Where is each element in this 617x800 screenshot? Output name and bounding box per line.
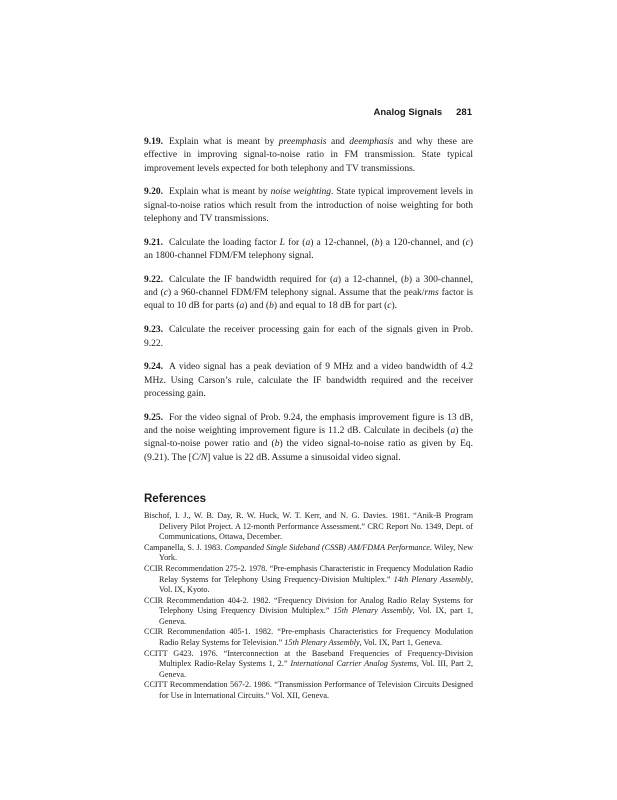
italic-text: L [279, 237, 285, 248]
text-run: ) a 300-channel, and ( [144, 274, 473, 299]
section-title: Analog Signals [373, 107, 443, 118]
text-run: CCIR Recommendation 404-2. 1982. “Frequency Division for Analog Radio Relay Systems for Telephony Using Frequency Division Multiplex.” [144, 595, 473, 616]
problem-list [144, 136, 473, 465]
text-run: and why these are effective in improving signal-to-noise ratio in FM transmission. State typical improvement levels expected for both telephony and TV transmissions. [144, 137, 473, 174]
reference-entry [144, 596, 473, 628]
italic-text: c [387, 301, 392, 312]
problem-number: 9.23. [144, 325, 163, 336]
text-run: . Wiley, New York. [159, 542, 473, 563]
text-run: ) a 12-channel, ( [337, 274, 405, 285]
text-run: ). [391, 301, 398, 312]
text-run: Bischof, I. J., W. B. Day, R. W. Huck, W. T. Kerr, and N. G. Davies. 1981. “Anik-B Program Delivery Pilot Project. A 12-month Performance Assessment.” CRC Report No. 1349, Dept. of Communications, Ottawa, December. [144, 510, 473, 542]
page-content [144, 136, 473, 702]
problem-item [144, 136, 473, 176]
problem-item [144, 412, 473, 465]
text-run: factor is equal to 10 dB for parts ( [144, 288, 473, 312]
text-run: and [326, 137, 350, 147]
italic-text: c [163, 288, 168, 299]
italic-text: Companded Single Sideband (CSSB) AM/FDMA Performance [224, 542, 430, 552]
text-run: ) a 120-channel, and ( [379, 237, 466, 248]
problem-item [144, 324, 473, 351]
references-heading: References [144, 492, 207, 505]
italic-text: 15th Plenary Assembly [333, 606, 413, 616]
text-run: ) an 1800-channel FDM/FM telephony signal. [144, 237, 474, 262]
text-run: ) and ( [244, 301, 270, 312]
text-run: ) and equal to 18 dB for part ( [273, 301, 388, 312]
italic-text: a [239, 301, 245, 312]
problem-item [144, 361, 473, 401]
text-run: For the video signal of Prob. 9.24, the emphasis improvement figure is 13 dB, and the noise weighting improvement figure is 11.2 dB. Calculate in decibels ( [144, 412, 473, 437]
reference-list [144, 511, 473, 702]
italic-text: b [269, 301, 274, 312]
text-run: Calculate the receiver processing gain for each of the signals given in Prob. 9.22. [144, 325, 473, 349]
italic-text: 14th Plenary Assembly [393, 574, 471, 584]
italic-text: a [305, 237, 311, 248]
italic-text: b [404, 274, 409, 285]
italic-text: c [465, 237, 470, 248]
problem-item [144, 274, 473, 314]
reference-entry [144, 680, 473, 701]
italic-text: rms [424, 288, 439, 299]
text-run: CCIR Recommendation 405-1. 1982. “Pre-emphasis Characteristics for Frequency Modulation Radio Relay Systems for Television.” [144, 627, 473, 648]
text-run: ] value is 22 dB. Assume a sinusoidal video signal. [207, 452, 401, 463]
italic-text: International Carrier Analog Systems [290, 659, 417, 669]
text-run: CCITT Recommendation 567-2. 1986. “Transmission Performance of Television Circuits Designed for Use in International Circuits.” Vol. XII, Geneva. [144, 680, 473, 701]
text-run: Explain what is meant by [169, 187, 271, 198]
text-run: A video signal has a peak deviation of 9 MHz and a video bandwidth of 4.2 MHz. Using Carson’s rule, calculate the IF bandwidth required and the receiver processing gain. [144, 362, 473, 399]
problem-number: 9.19. [144, 137, 163, 147]
text-run: , Vol. IX, Kyoto. [159, 574, 474, 595]
reference-entry [144, 649, 473, 681]
text-run: ) a 12-channel, ( [310, 237, 375, 248]
text-run: . State typical improvement levels in signal-to-noise ratios which result from the introduction of noise weighting for both telephony and TV transmissions. [144, 187, 473, 224]
text-run: , Vol. IX, part 1, Geneva. [159, 606, 473, 626]
running-header [144, 107, 472, 118]
italic-text: b [274, 439, 280, 450]
page-number: 281 [456, 107, 472, 118]
italic-text: noise weighting [270, 187, 332, 198]
reference-entry [144, 543, 473, 564]
problem-number: 9.21. [144, 237, 163, 248]
italic-text: b [374, 237, 380, 248]
problem-number: 9.25. [144, 412, 163, 423]
text-run: Campanella, S. J. 1983. [144, 542, 225, 552]
text-run: Explain what is meant by [169, 137, 279, 147]
italic-text: a [450, 426, 456, 437]
problem-item [144, 186, 473, 226]
text-run: for ( [284, 237, 306, 248]
italic-text: a [333, 274, 338, 285]
problem-number: 9.20. [144, 187, 163, 198]
problem-item [144, 237, 473, 264]
text-run: ) the video signal-to-noise ratio as given by Eq. (9.21). The [ [144, 439, 473, 463]
text-run: CCITT G423. 1976. “Interconnection at the Baseband Frequencies of Frequency-Division Multiplex Radio-Relay Systems 1, 2.” [144, 648, 473, 669]
problem-number: 9.24. [144, 362, 163, 373]
problem-number: 9.22. [144, 274, 163, 285]
reference-entry [144, 564, 473, 596]
text-run: CCIR Recommendation 275-2. 1978. “Pre-emphasis Characteristic in Frequency Modulation Radio Relay Systems for Telephony Using Frequency-Division Multiplex.” [144, 563, 473, 584]
italic-text: 15th Plenary Assembly [284, 638, 360, 648]
italic-text: deemphasis [349, 137, 394, 147]
text-run: ) the signal-to-noise power ratio and ( [144, 426, 473, 450]
text-run: Calculate the IF bandwidth required for ( [169, 274, 334, 285]
italic-text: preemphasis [278, 137, 327, 147]
text-run: ) a 960-channel FDM/FM telephony signal. Assume that the peak/ [168, 288, 425, 299]
reference-entry [144, 511, 473, 543]
text-run: Calculate the loading factor [169, 237, 280, 248]
reference-entry [144, 627, 473, 648]
text-run: , Vol. III, Part 2, Geneva. [159, 659, 474, 679]
text-run: , Vol. IX, Part 1, Geneva. [359, 638, 443, 648]
italic-text: C/N [191, 452, 208, 463]
